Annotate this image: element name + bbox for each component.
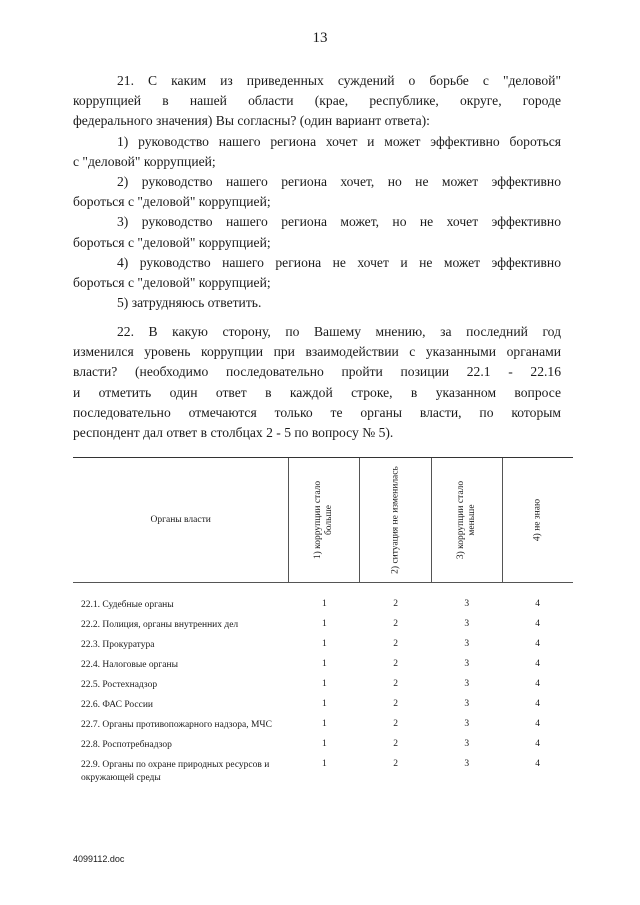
answer-code-4: 4 [535,719,541,729]
q21-option-4-line-1: 4) руководство нашего региона не хочет и не может эффективно [117,254,561,270]
answer-code-2: 2 [393,619,398,629]
header-col-1 [289,458,360,583]
q21-option-4-line-2: бороться с "деловой" коррупцией; [73,275,271,291]
q21-option-3-line-1: 3) руководство нашего региона может, но не хочет эффективно [117,214,561,230]
answer-code-1: 1 [322,719,327,729]
document-footer: 4099112.doc [73,854,125,864]
header-col-4 [502,458,573,583]
table-row [73,675,573,695]
authority-label: 22.9. Органы по охране природных ресурсов и окружающей среды [81,760,270,783]
authority-label: 22.5. Ростехнадзор [81,680,158,690]
authority-label: 22.2. Полиция, органы внутренних дел [81,620,239,630]
answer-code-3: 3 [464,659,470,669]
q21-option-2-line-2: бороться с "деловой" коррупцией; [73,194,271,210]
q22-line-4: и отметить один ответ в каждой строке, в указанном вопросе [73,384,561,400]
authority-label: 22.6. ФАС России [81,700,154,710]
answer-code-2: 2 [393,679,398,689]
answer-code-1: 1 [322,659,327,669]
q21-option-5: 5) затрудняюсь ответить. [117,295,262,311]
answer-code-4: 4 [535,659,541,669]
answer-code-4: 4 [535,639,541,649]
table-row [73,755,573,788]
q21-option-3-line-2: бороться с "деловой" коррупцией; [73,234,271,250]
answer-code-1: 1 [322,759,327,769]
header-col-4-label: 4) не знаю [532,498,543,542]
answer-code-4: 4 [535,619,541,629]
answer-code-1: 1 [322,619,327,629]
header-col-3-label: 3) коррупции стало меньше [455,480,477,560]
answer-code-1: 1 [322,699,327,709]
answer-code-3: 3 [464,699,470,709]
table-row [73,715,573,735]
q21-option-1-line-1: 1) руководство нашего региона хочет и может эффективно бороться [117,133,561,149]
answer-code-4: 4 [535,739,541,749]
answer-code-1: 1 [322,599,327,609]
q21-option-1-line-2: с "деловой" коррупцией; [73,153,216,169]
table-row [73,615,573,635]
answer-code-2: 2 [393,719,398,729]
table-body [73,583,573,789]
authority-label: 22.4. Налоговые органы [81,660,178,670]
answer-code-2: 2 [393,739,398,749]
q22-line-3: власти? (необходимо последовательно пройти позиции 22.1 - 22.16 [73,364,561,380]
header-col-3 [431,458,502,583]
q21-line-3: федерального значения) Вы согласны? (один вариант ответа): [73,113,430,129]
answer-code-3: 3 [464,639,470,649]
question-21 [73,71,561,313]
answer-code-2: 2 [393,659,398,669]
q22-line-5: последовательно отмечаются только те органы власти, по которым [73,404,561,420]
answer-code-4: 4 [535,699,541,709]
table-row [73,595,573,615]
answer-code-2: 2 [393,639,398,649]
answer-code-4: 4 [535,679,541,689]
header-col-2-label: 2) ситуация не изменилась [390,466,401,574]
authority-label: 22.7. Органы противопожарного надзора, МЧС [81,720,272,730]
header-col-2 [360,458,431,583]
answer-code-2: 2 [393,599,398,609]
answer-code-3: 3 [464,739,470,749]
authority-label: 22.8. Роспотребнадзор [81,740,172,750]
answer-code-3: 3 [464,679,470,689]
table-row [73,695,573,715]
table-row [73,735,573,755]
header-organs: Органы власти [73,458,289,583]
answer-code-3: 3 [464,759,470,769]
answer-code-1: 1 [322,679,327,689]
answer-code-4: 4 [535,599,541,609]
q22-line-6: респондент дал ответ в столбцах 2 - 5 по вопросу № 5). [73,425,394,441]
table-row [73,635,573,655]
answer-code-2: 2 [393,759,398,769]
header-col-1-label: 1) коррупции стало больше [313,480,335,560]
answer-code-2: 2 [393,699,398,709]
answer-code-1: 1 [322,739,327,749]
q21-line-2: коррупцией в нашей области (крае, республике, округе, городе [73,93,561,109]
authority-label: 22.3. Прокуратура [81,640,155,650]
answer-code-3: 3 [464,599,470,609]
authority-label: 22.1. Судебные органы [81,600,174,610]
answer-code-3: 3 [464,619,470,629]
answer-code-4: 4 [535,759,541,769]
answer-code-1: 1 [322,639,327,649]
page-number: 13 [312,30,328,46]
q21-line-1: 21. С каким из приведенных суждений о борьбе с "деловой" [117,73,561,88]
answer-code-3: 3 [464,719,470,729]
q22-line-2: изменился уровень коррупции при взаимодействии с указанными органами [73,344,561,360]
question-22 [73,322,561,443]
authorities-table [73,457,573,788]
table-row [73,655,573,675]
q22-line-1: 22. В какую сторону, по Вашему мнению, за последний год [117,324,561,339]
q21-option-2-line-1: 2) руководство нашего региона хочет, но не может эффективно [117,174,561,190]
